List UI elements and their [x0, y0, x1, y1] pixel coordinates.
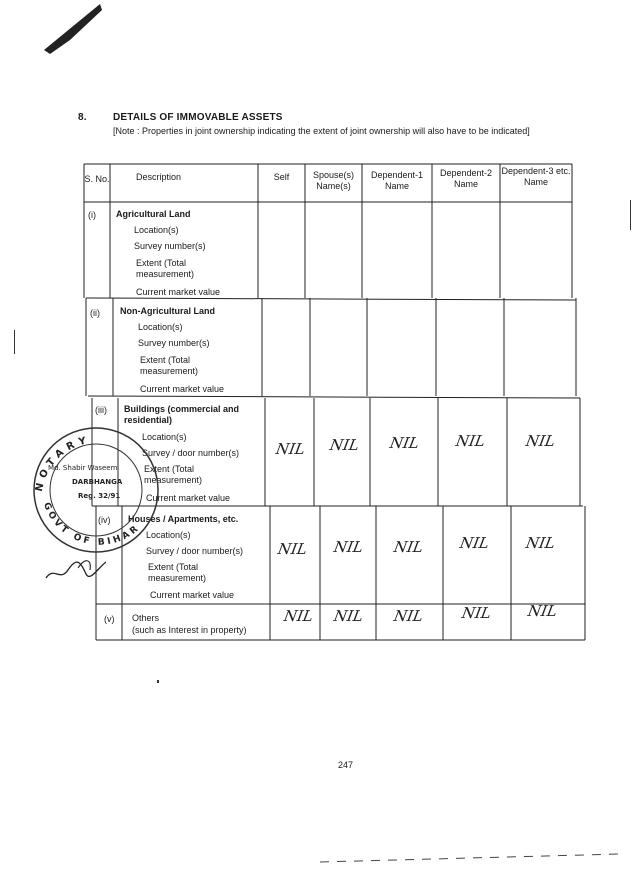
scan-mark [14, 330, 15, 354]
row-item: Survey / door number(s) [146, 546, 244, 556]
handwritten-nil: NIL [332, 607, 365, 625]
row-item: Survey number(s) [138, 338, 210, 348]
header-dependent-1: Dependent-1 Name [370, 170, 424, 191]
page-number: 247 [338, 760, 354, 770]
stamp-name: Md. Shabir Waseem [48, 464, 118, 472]
row-title: Buildings (commercial and residential) [124, 404, 240, 425]
handwritten-nil: NIL [388, 434, 421, 452]
handwritten-nil: NIL [282, 607, 315, 625]
header-description: Description [136, 172, 182, 182]
row-item: Location(s) [134, 225, 179, 235]
row-number: (i) [88, 210, 96, 220]
row-item: Current market value [136, 287, 221, 297]
handwritten-nil: NIL [332, 538, 365, 556]
handwritten-nil: NIL [274, 440, 307, 458]
row-number: (v) [104, 614, 115, 624]
row-number: (iv) [98, 515, 111, 525]
header-spouse: Spouse(s) Name(s) [312, 170, 355, 191]
row-item: Location(s) [138, 322, 183, 332]
svg-text:GOVT OF BIHAR [41, 501, 142, 548]
stamp-reg: Reg. 32/91 [78, 492, 121, 500]
row-title: Agricultural Land [116, 209, 191, 219]
scan-mark [157, 680, 159, 683]
row-item: Extent (Total measurement) [148, 562, 207, 583]
row-item: Location(s) [146, 530, 191, 540]
row-item: Current market value [150, 590, 235, 600]
header-dependent-2: Dependent-2 Name [439, 168, 493, 189]
handwritten-nil: NIL [392, 538, 425, 556]
handwritten-nil: NIL [526, 602, 559, 620]
handwritten-nil: NIL [392, 607, 425, 625]
row-title: Non-Agricultural Land [120, 306, 215, 316]
scan-dashed-edge [320, 848, 620, 868]
stamp-place: DARBHANGA [72, 478, 123, 486]
row-number: (iii) [95, 405, 107, 415]
row-item: Current market value [146, 493, 231, 503]
scan-mark [630, 200, 631, 230]
section-number: 8. [78, 112, 87, 123]
notary-signature [40, 548, 120, 588]
handwritten-nil: NIL [458, 534, 491, 552]
row-item: Survey number(s) [134, 241, 206, 251]
stamp-bottom-text: GOVT OF BIHAR [40, 501, 143, 548]
header-self: Self [273, 172, 290, 182]
handwritten-nil: NIL [524, 432, 557, 450]
row-number: (ii) [90, 308, 100, 318]
header-dependent-3: Dependent-3 etc. Name [501, 166, 571, 187]
row-title: Houses / Apartments, etc. [128, 514, 239, 524]
stamp-top-text: NOTARY [33, 434, 92, 493]
row-item: Extent (Total measurement) [144, 464, 203, 485]
handwritten-nil: NIL [276, 540, 309, 558]
row-item: Survey / door number(s) [142, 448, 240, 458]
row-title: Others [132, 613, 160, 623]
row-item: (such as Interest in property) [132, 625, 247, 635]
row-item: Location(s) [142, 432, 187, 442]
notary-stamp [30, 412, 160, 562]
row-item: Extent (Total measurement) [140, 355, 199, 376]
section-note: [Note : Properties in joint ownership indicating the extent of joint ownership will also have to be indicated] [113, 126, 530, 136]
row-item: Extent (Total measurement) [136, 258, 195, 279]
handwritten-nil: NIL [524, 534, 557, 552]
handwritten-nil: NIL [454, 432, 487, 450]
handwritten-nil: NIL [460, 604, 493, 622]
section-title: DETAILS OF IMMOVABLE ASSETS [113, 112, 283, 123]
handwritten-nil: NIL [328, 436, 361, 454]
header-sno: S. No. [84, 174, 110, 184]
row-item: Current market value [140, 384, 225, 394]
